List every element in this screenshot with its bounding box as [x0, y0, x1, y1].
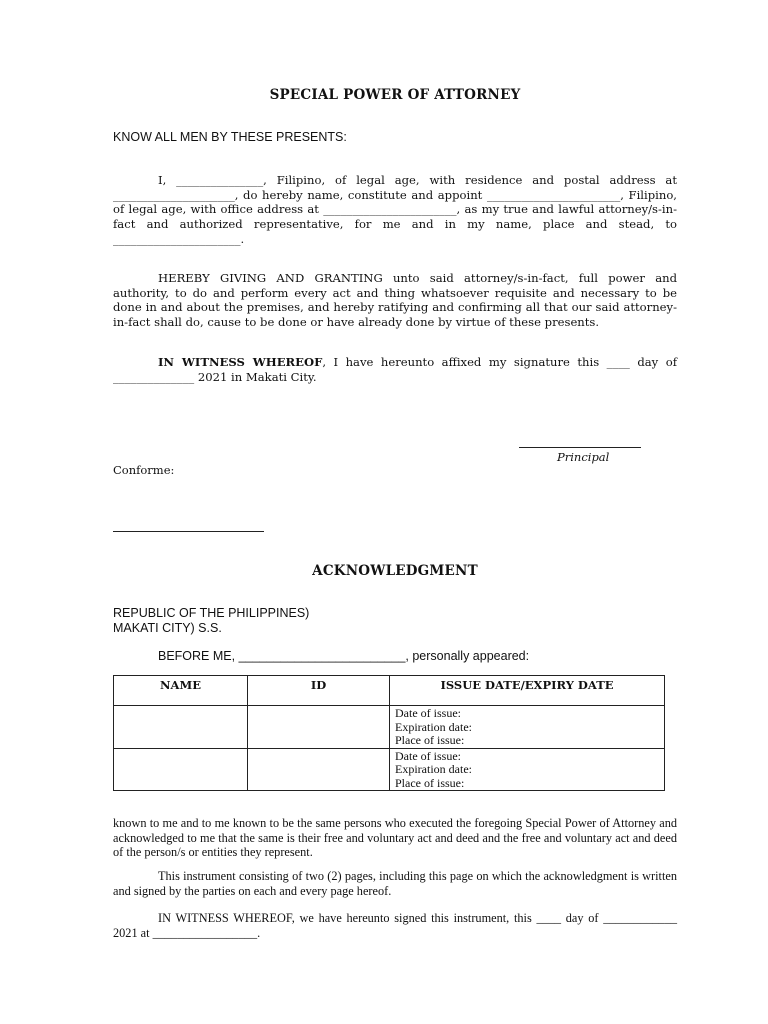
- identification-table: [113, 675, 665, 791]
- known-paragraph: known to me and to me known to be the same persons who executed the foregoing Special Power of Attorney and acknowledged to me that the same is their free and voluntary act and deed and the free and voluntary act and deed of the person/s or entities they represent.: [113, 816, 677, 860]
- ack-witness-paragraph: IN WITNESS WHEREOF, we have hereunto signed this instrument, this ____ day of ____________ 2021 at _________________.: [113, 911, 677, 940]
- place-of-issue-label: Place of issue:: [395, 775, 465, 790]
- date-of-issue-label: Date of issue:: [395, 748, 461, 763]
- header-id: ID: [248, 676, 390, 706]
- venue-line-2: MAKATI CITY) S.S.: [113, 621, 222, 635]
- powers-paragraph: HEREBY GIVING AND GRANTING unto said attorney/s-in-fact, full power and authority, to do and perform every act and thing whatsoever requisite and necessary to be done in and about the premises, and hereby ratifying and confirming all that our said attorney-in-fact shall do, cause to be done or have already done by virtue of these presents.: [113, 271, 677, 330]
- table-row: [114, 706, 665, 749]
- instrument-paragraph: This instrument consisting of two (2) pages, including this page on which the acknowledgment is written and signed by the parties on each and every page hereof.: [113, 869, 677, 898]
- document-title: SPECIAL POWER OF ATTORNEY: [269, 87, 521, 103]
- witness-paragraph: [113, 355, 677, 384]
- principal-label: Principal: [557, 450, 610, 464]
- conforme-signature-line: [113, 531, 264, 532]
- name-cell: [114, 748, 248, 791]
- id-cell: [248, 748, 390, 791]
- venue-line-1: REPUBLIC OF THE PHILIPPINES): [113, 606, 310, 620]
- principal-signature-line: [519, 447, 641, 448]
- name-cell: [114, 706, 248, 749]
- issue-expiry-cell: [390, 748, 665, 791]
- appointment-paragraph: I, _______________, Filipino, of legal age, with residence and postal address at _____________________, do hereby name, constitute and appoint _______________________, Filipino, of legal age, with office address at _______________________, as my true and lawful attorney/s-in-fact and authorized representative, for me and in my name, place and stead, to ______________________.: [113, 173, 677, 246]
- acknowledgment-title: ACKNOWLEDGMENT: [312, 563, 478, 579]
- table-row: [114, 748, 665, 791]
- witness-rest-text: , I have hereunto affixed my signature this ____ day of ______________ 2021 in Makati City.: [113, 355, 677, 384]
- conforme-label: Conforme:: [113, 463, 175, 477]
- header-issue-expiry: ISSUE DATE/EXPIRY DATE: [390, 676, 665, 706]
- expiration-date-label: Expiration date:: [395, 762, 472, 776]
- header-name: NAME: [114, 676, 248, 706]
- issue-expiry-cell: [390, 706, 665, 749]
- id-cell: [248, 706, 390, 749]
- expiration-date-label: Expiration date:: [395, 719, 472, 734]
- place-of-issue-label: Place of issue:: [395, 733, 465, 747]
- table-header-row: [114, 676, 665, 706]
- witness-bold-phrase: IN WITNESS WHEREOF: [158, 355, 323, 369]
- opening-line: KNOW ALL MEN BY THESE PRESENTS:: [113, 130, 347, 144]
- date-of-issue-label: Date of issue:: [395, 706, 461, 720]
- before-me-line: BEFORE ME, ________________________, personally appeared:: [158, 649, 530, 663]
